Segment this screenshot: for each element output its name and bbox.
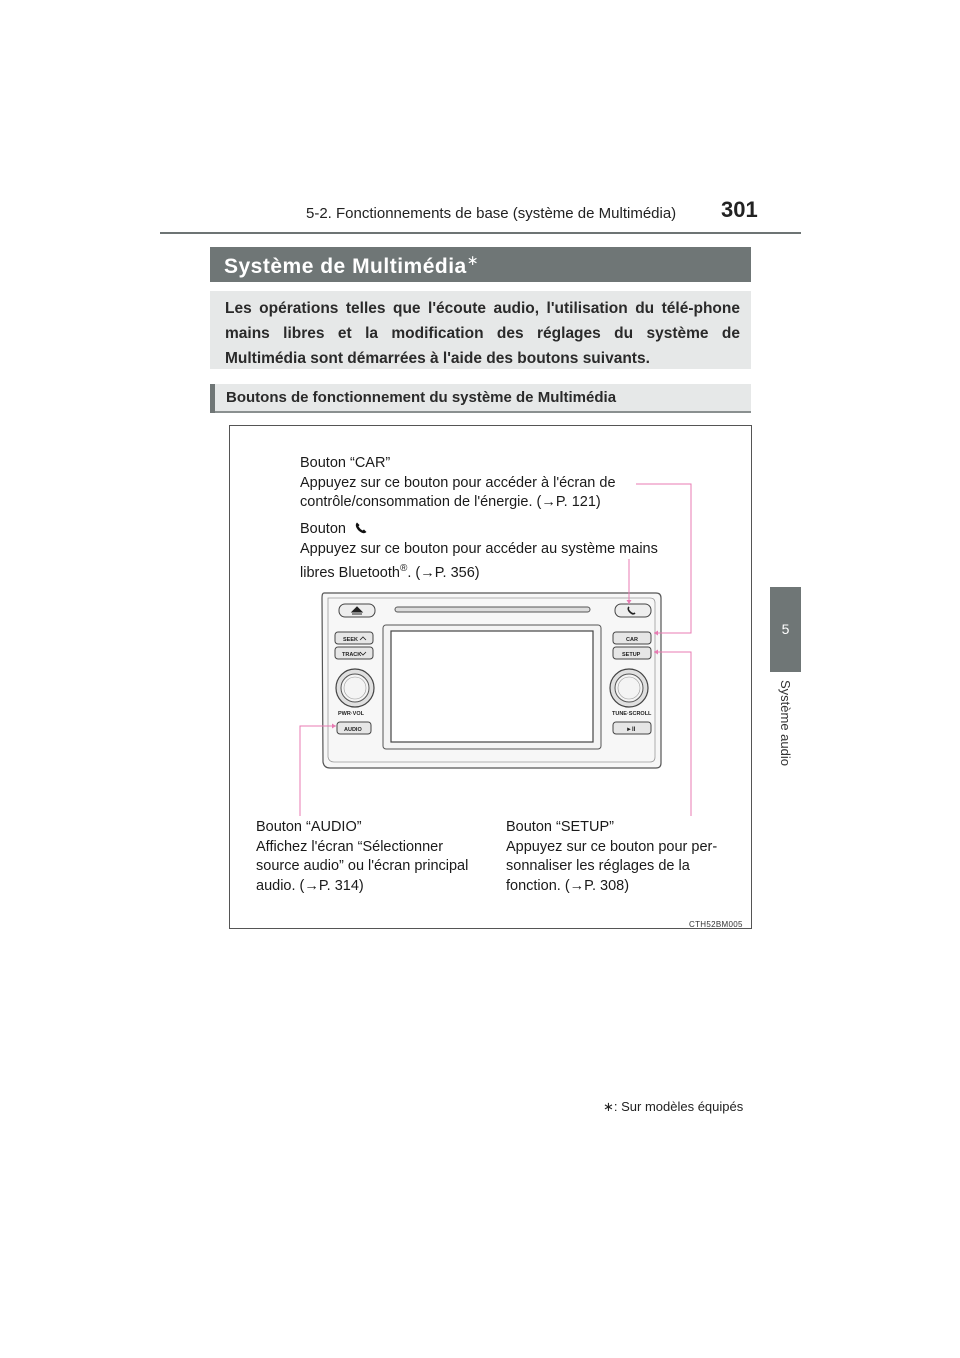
audio-callout-line3: audio. (→P. 314) xyxy=(256,877,364,894)
phone-icon xyxy=(354,521,368,535)
figure-code: CTH52BM005 xyxy=(689,920,743,929)
page-title: Système de Multimédia∗ xyxy=(224,252,479,278)
car-callout-line2: contrôle/consommation de l'énergie. (→P. 121) xyxy=(300,494,601,510)
footnote: ∗: Sur modèles équipés xyxy=(603,1099,744,1114)
phone-callout-line2: libres Bluetooth xyxy=(300,564,400,581)
car-label: CAR xyxy=(626,637,638,643)
equipped-mark: ∗ xyxy=(466,252,479,268)
tune-scroll-label: TUNE·SCROLL xyxy=(612,711,652,717)
audio-callout-line2: source audio” ou l'écran principal xyxy=(256,858,469,874)
registered-mark: ® xyxy=(399,563,408,574)
chapter-label: Système audio xyxy=(778,680,793,766)
intro-text: Les opérations telles que l'écoute audio, l'utilisation du télé-phone mains libres et la modification des réglages du système de Multimédia sont démarrées à l'aide des boutons suivants. xyxy=(225,300,740,367)
title-bar xyxy=(210,247,751,282)
intro-box xyxy=(210,291,751,369)
setup-callout-title: Bouton “SETUP” xyxy=(506,819,614,835)
play-pause-label: ►II xyxy=(626,727,636,733)
car-callout-title: Bouton “CAR” xyxy=(300,455,391,471)
setup-callout-line2: sonnaliser les réglages de la xyxy=(506,858,690,874)
setup-callout-line3: fonction. (→P. 308) xyxy=(506,877,630,894)
track-label: TRACK xyxy=(342,652,362,658)
audio-callout xyxy=(256,818,468,896)
audio-label: AUDIO xyxy=(344,727,362,733)
screen xyxy=(391,631,593,742)
phone-callout-line2-end: . (→P. 356) xyxy=(407,564,480,581)
audio-callout-title: Bouton “AUDIO” xyxy=(256,819,362,835)
car-callout xyxy=(300,454,616,513)
section-heading xyxy=(210,384,751,413)
phone-callout-line1: Appuyez sur ce bouton pour accéder au système mains xyxy=(300,540,658,557)
setup-callout-line1: Appuyez sur ce bouton pour per- xyxy=(506,838,718,855)
phone-callout-title: Bouton xyxy=(300,521,346,537)
cd-slot xyxy=(395,607,590,612)
header-rule xyxy=(160,232,801,234)
setup-label: SETUP xyxy=(622,652,641,658)
running-header: 5-2. Fonctionnements de base (système de Multimédia) xyxy=(306,205,677,222)
setup-callout xyxy=(506,818,717,896)
figure xyxy=(229,425,752,929)
phone-callout xyxy=(300,520,658,583)
chapter-tab: 5 xyxy=(770,587,801,672)
audio-callout-line1: Affichez l'écran “Sélectionner xyxy=(256,838,444,855)
seek-label: SEEK xyxy=(343,637,358,643)
page-number: 301 xyxy=(721,197,758,222)
car-callout-line1: Appuyez sur ce bouton pour accéder à l'écran de xyxy=(300,474,616,491)
pwr-vol-label: PWR·VOL xyxy=(338,711,364,717)
section-heading-text: Boutons de fonctionnement du système de Multimédia xyxy=(226,389,617,406)
phone-button xyxy=(615,604,651,617)
